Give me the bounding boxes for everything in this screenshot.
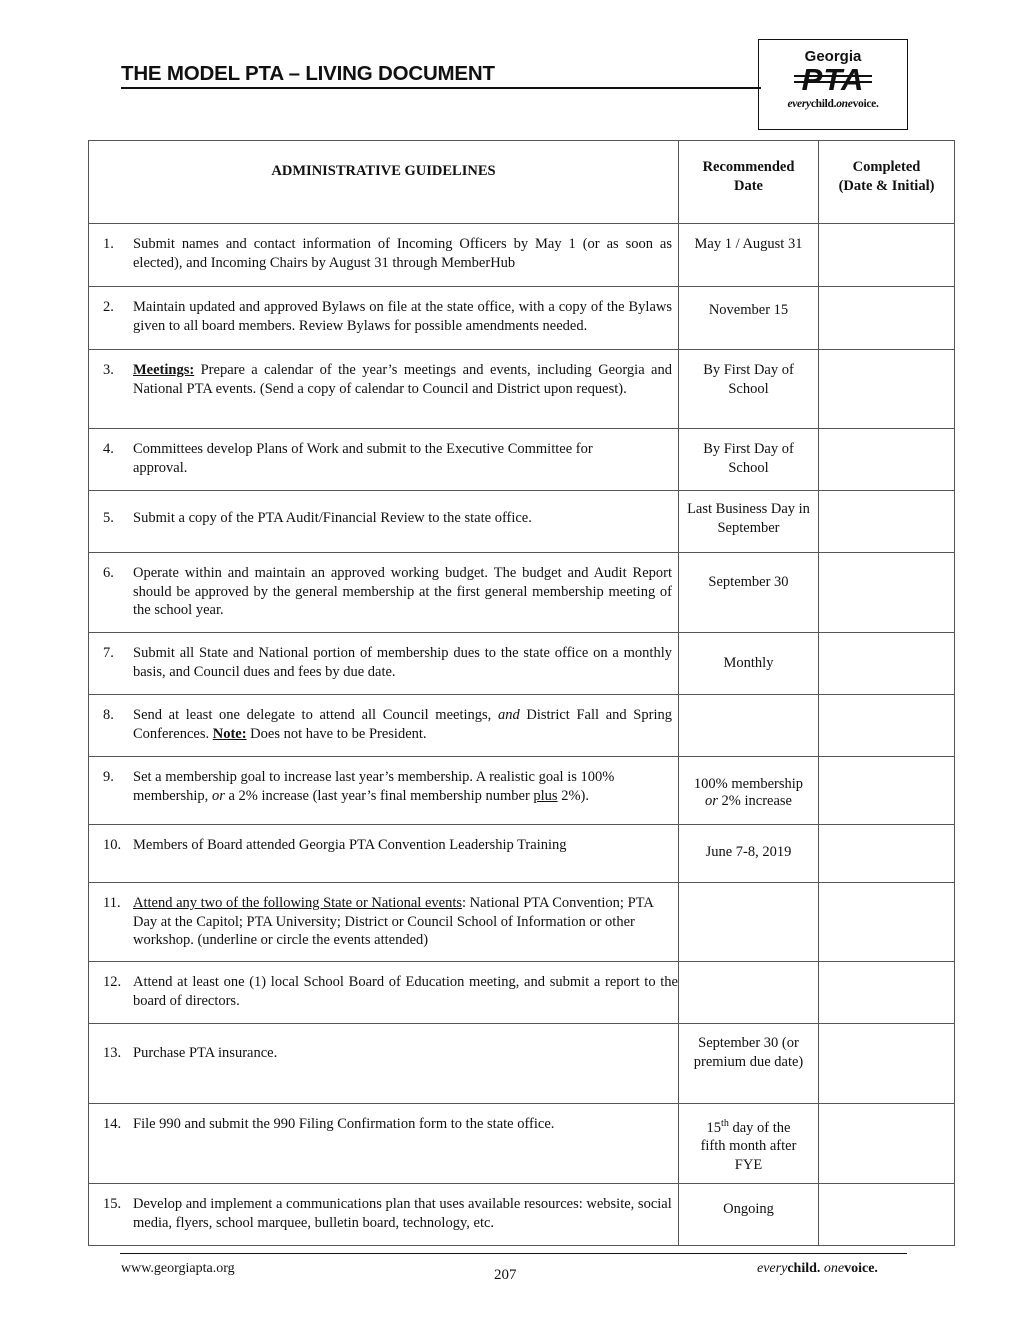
row-number: 14.: [103, 1116, 122, 1132]
task-text-part: a 2% increase (last year’s final membership number: [224, 787, 534, 804]
table-row: [89, 757, 955, 825]
row-number: 10.: [103, 837, 122, 853]
footer-tag-one: one: [820, 1261, 845, 1276]
recommended-date: Monthly: [679, 633, 819, 695]
table-row: [89, 1024, 955, 1104]
date-superscript: th: [721, 1118, 729, 1129]
table-header-row: [89, 141, 955, 224]
row-number: 3.: [103, 362, 114, 378]
footer-tagline: [757, 1261, 878, 1277]
task-cell: [89, 287, 679, 350]
table-row: [89, 1104, 955, 1184]
completed-cell[interactable]: [819, 1024, 955, 1104]
date-part: 2% increase: [717, 793, 792, 809]
completed-label: Completed: [852, 159, 921, 175]
task-cell: [89, 1024, 679, 1104]
task-text-and: and: [497, 707, 520, 723]
task-cell: [89, 553, 679, 633]
table-row: [89, 429, 955, 491]
guidelines-table: [88, 140, 955, 1246]
footer-website: www.georgiapta.org: [121, 1261, 235, 1276]
date-or: or: [705, 793, 718, 809]
task-text: [133, 768, 672, 805]
recommended-date: By First Day of School: [679, 429, 819, 491]
row-number: 9.: [103, 769, 114, 785]
completed-cell[interactable]: [819, 224, 955, 287]
row-number: 5.: [103, 510, 114, 526]
page-number: 207: [494, 1267, 517, 1283]
recommended-date: By First Day of School: [679, 350, 819, 429]
task-cell: [89, 1184, 679, 1246]
table-row: [89, 491, 955, 553]
row-number: 7.: [103, 645, 114, 661]
recommended-date: May 1 / August 31: [679, 224, 819, 287]
task-cell: [89, 350, 679, 429]
completed-cell[interactable]: [819, 429, 955, 491]
task-text: [133, 894, 672, 950]
logo-tagline: [759, 98, 907, 110]
recommended-date: September 30: [679, 553, 819, 633]
table-row: [89, 883, 955, 962]
task-text: Develop and implement a communications plan that uses available resources: website, social media, flyers, school marquee, bulletin board, technology, etc.: [133, 1196, 672, 1231]
completed-cell[interactable]: [819, 491, 955, 553]
table-row: [89, 1184, 955, 1246]
table-row: [89, 287, 955, 350]
recommended-date: [679, 962, 819, 1024]
row-number: 8.: [103, 707, 114, 723]
footer-tag-child: child.: [787, 1261, 821, 1276]
row-number: 12.: [103, 974, 122, 990]
logo-tag-every: every: [787, 98, 811, 110]
recommended-date: June 7-8, 2019: [679, 825, 819, 883]
completed-cell[interactable]: [819, 553, 955, 633]
task-cell: [89, 429, 679, 491]
recommended-date: [679, 757, 819, 825]
task-text: Attend at least one (1) local School Board of Education meeting, and submit a report to the board of directors.: [133, 974, 678, 1009]
recommended-date: Last Business Day in September: [679, 491, 819, 553]
task-text: [133, 361, 672, 398]
task-text: Committees develop Plans of Work and submit to the Executive Committee for approval.: [133, 441, 593, 476]
completed-cell[interactable]: [819, 695, 955, 757]
completed-cell[interactable]: [819, 1104, 955, 1184]
task-cell: [89, 491, 679, 553]
task-text-part: Send at least one delegate to attend all Council meetings,: [133, 707, 498, 723]
date-part: 100% membership: [693, 776, 804, 792]
task-text: Submit all State and National portion of membership dues to the state office on a monthly basis, and Council dues and fees by due date.: [133, 645, 672, 680]
row-number: 13.: [103, 1045, 122, 1061]
table-row: [89, 553, 955, 633]
table-title: ADMINISTRATIVE GUIDELINES: [89, 141, 679, 224]
recommended-date: September 30 (or premium due date): [679, 1024, 819, 1104]
task-text: Members of Board attended Georgia PTA Convention Leadership Training: [133, 837, 567, 853]
task-text: Submit a copy of the PTA Audit/Financial Review to the state office.: [133, 510, 532, 526]
task-cell: [89, 825, 679, 883]
row-number: 6.: [103, 565, 114, 581]
task-cell: [89, 962, 679, 1024]
table-row: [89, 695, 955, 757]
recommended-date-header: [679, 141, 819, 224]
task-text: File 990 and submit the 990 Filing Confirmation form to the state office.: [133, 1116, 555, 1132]
recommended-date: Ongoing: [679, 1184, 819, 1246]
task-cell: [89, 883, 679, 962]
table-row: [89, 962, 955, 1024]
logo-tag-child: child.: [810, 98, 837, 110]
row-number: 15.: [103, 1196, 122, 1212]
row-number: 11.: [103, 895, 121, 911]
table-row: [89, 633, 955, 695]
date-initial-label: (Date & Initial): [838, 177, 935, 194]
recommended-date: November 15: [679, 287, 819, 350]
task-text-plus: plus: [533, 787, 558, 804]
table-row: [89, 350, 955, 429]
date-part: 15: [706, 1119, 722, 1136]
completed-cell[interactable]: [819, 350, 955, 429]
task-text: [133, 706, 672, 743]
document-title: THE MODEL PTA – LIVING DOCUMENT: [121, 62, 761, 89]
task-text: Purchase PTA insurance.: [133, 1045, 278, 1061]
task-text-rest: : National PTA Convention; PTA Day at the Capitol; PTA University; District or Council School of Information or other workshop. (underline or circle the events attended): [133, 895, 654, 948]
task-text: Operate within and maintain an approved working budget. The budget and Audit Report should be approved by the general membership at the first general membership meeting of the school year.: [133, 565, 672, 618]
logo-georgia-text: Georgia: [804, 48, 862, 65]
footer-tag-every: every: [757, 1261, 788, 1276]
task-cell: [89, 695, 679, 757]
recommended-date: [679, 1104, 819, 1184]
task-cell: [89, 224, 679, 287]
recommended-date: [679, 695, 819, 757]
task-text-part: District Fall and Spring Conferences.: [133, 707, 672, 742]
completed-cell[interactable]: [819, 757, 955, 825]
date-label: Date: [734, 177, 763, 194]
table-row: [89, 224, 955, 287]
task-text-part: 2%).: [557, 787, 589, 804]
logo-tag-voice: voice.: [852, 98, 879, 110]
logo-tag-one: one: [836, 98, 853, 110]
task-cell: [89, 633, 679, 695]
date-part: day of the fifth month after FYE: [700, 1119, 797, 1173]
task-text: Maintain updated and approved Bylaws on file at the state office, with a copy of the Bylaws given to all board members. Review Bylaws for possible amendments needed.: [133, 299, 672, 334]
recommended-date: [679, 883, 819, 962]
task-cell: [89, 1104, 679, 1184]
completed-cell[interactable]: [819, 962, 955, 1024]
logo-pta-text: PTA: [801, 62, 865, 97]
task-text-part: Does not have to be President.: [246, 725, 427, 742]
completed-cell[interactable]: [819, 633, 955, 695]
table-row: [89, 825, 955, 883]
completed-header: [819, 141, 955, 224]
events-label: Attend any two of the following State or National events: [133, 895, 462, 911]
footer-divider: [120, 1253, 907, 1254]
row-number: 4.: [103, 441, 114, 457]
note-label: Note:: [212, 725, 247, 742]
georgia-pta-logo: [758, 39, 908, 130]
completed-cell[interactable]: [819, 825, 955, 883]
footer-tag-voice: voice.: [844, 1261, 878, 1276]
task-text-rest: Prepare a calendar of the year’s meetings and events, including Georgia and National PTA events. (Send a copy of calendar to Council and District upon request).: [133, 362, 672, 397]
task-cell: [89, 757, 679, 825]
task-text-part: Set a membership goal to increase last year’s membership. A realistic goal is 100% membership,: [133, 769, 615, 804]
completed-cell[interactable]: [819, 287, 955, 350]
row-number: 2.: [103, 299, 114, 315]
recommended-label: Recommended: [702, 159, 795, 175]
completed-cell[interactable]: [819, 883, 955, 962]
task-text-or: or: [211, 787, 225, 804]
task-text: Submit names and contact information of Incoming Officers by May 1 (or as soon as elected), and Incoming Chairs by August 31 through MemberHub: [133, 236, 672, 271]
completed-cell[interactable]: [819, 1184, 955, 1246]
row-number: 1.: [103, 236, 114, 252]
meetings-label: Meetings:: [133, 362, 195, 378]
